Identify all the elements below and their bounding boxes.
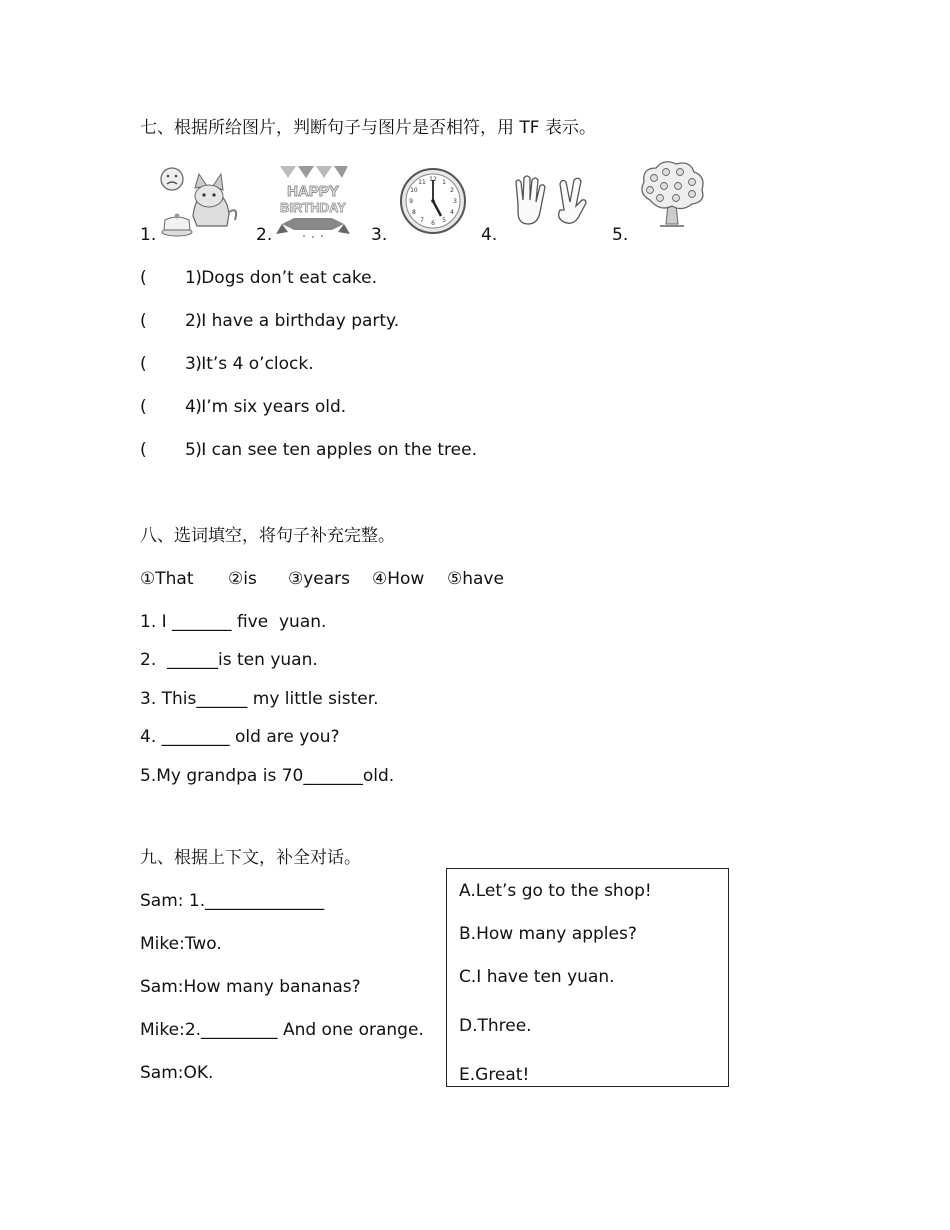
statement-text: 3.It’s 4 o’clock. xyxy=(185,354,314,374)
section7-title: 七、根据所给图片，判断句子与图片是否相符，用 TF 表示。 xyxy=(140,118,596,138)
sentence-text: 3. This xyxy=(140,689,197,709)
dialogue-text: Sam: 1. xyxy=(140,891,206,911)
answer-blank[interactable]: ______________ xyxy=(205,891,325,911)
fill-sentence xyxy=(140,612,326,632)
dialogue-line xyxy=(140,977,361,997)
sentence-text: 1. I xyxy=(140,612,173,632)
dialogue-line xyxy=(140,1063,213,1083)
pic-number-2: 2. xyxy=(256,225,273,245)
clock-numeral: 2 xyxy=(450,187,455,194)
fill-sentence xyxy=(140,727,340,747)
clock-numeral: 6 xyxy=(431,220,435,227)
birthday-sign-text-2: BIRTHDAY xyxy=(280,200,346,215)
clock-numeral: 7 xyxy=(420,217,424,225)
sentence-text: is ten yuan. xyxy=(218,650,318,670)
answer-bracket[interactable]: ( ) xyxy=(140,268,202,288)
clock-numeral: 1 xyxy=(442,178,446,186)
sentence-text: five yuan. xyxy=(231,612,327,632)
dialogue-line xyxy=(140,1020,424,1040)
pic-number-3: 3. xyxy=(371,225,388,245)
dialogue-line xyxy=(140,934,222,954)
statement-text: 5.I can see ten apples on the tree. xyxy=(185,440,477,460)
clock-numeral: 3 xyxy=(453,198,457,205)
section9-title: 九、根据上下文，补全对话。 xyxy=(140,848,361,868)
dialogue-text: And one orange. xyxy=(277,1020,424,1040)
clock-numeral: 11 xyxy=(418,178,426,186)
dialogue-text: Mike:Two. xyxy=(140,934,222,954)
answer-bracket[interactable]: ( ) xyxy=(140,311,202,331)
pic-number-5: 5. xyxy=(612,225,629,245)
statement-text: 4.I’m six years old. xyxy=(185,397,347,417)
choice-a: A.Let’s go to the shop! xyxy=(459,881,652,901)
fill-sentence xyxy=(140,766,394,786)
choice-b: B.How many apples? xyxy=(459,924,637,944)
clock-numeral: 12 xyxy=(429,176,437,183)
statement-text: 1.Dogs don’t eat cake. xyxy=(185,268,378,288)
answer-blank[interactable]: ______ xyxy=(196,689,248,709)
fill-sentence xyxy=(140,650,318,670)
word-option: ①That xyxy=(140,569,194,589)
apple-tree-image xyxy=(636,160,708,232)
word-option: ⑤have xyxy=(447,569,504,589)
clock-numeral: 4 xyxy=(450,209,455,216)
dialogue-line xyxy=(140,891,324,911)
clock-numeral: 10 xyxy=(410,187,418,194)
hands-six-image xyxy=(508,172,598,234)
choice-e: E.Great! xyxy=(459,1065,530,1085)
sentence-text: old are you? xyxy=(229,727,340,747)
answer-bracket[interactable]: ( ) xyxy=(140,354,202,374)
answer-blank[interactable]: _______ xyxy=(303,766,363,786)
sentence-text: my little sister. xyxy=(247,689,379,709)
clock-numeral: 9 xyxy=(409,198,413,205)
pic-number-1: 1. xyxy=(140,225,157,245)
answer-blank[interactable]: ________ xyxy=(161,727,230,747)
word-option: ③years xyxy=(288,569,351,589)
answer-bracket[interactable]: ( ) xyxy=(140,440,202,460)
pic-number-4: 4. xyxy=(481,225,498,245)
clock-numeral: 5 xyxy=(442,217,446,225)
dialogue-text: Sam:How many bananas? xyxy=(140,977,361,997)
dialogue-text: Mike:2. xyxy=(140,1020,202,1040)
clock-numeral: 8 xyxy=(411,209,416,216)
answer-bracket[interactable]: ( ) xyxy=(140,397,202,417)
sentence-text: 5.My grandpa is 70 xyxy=(140,766,304,786)
answer-blank[interactable]: _________ xyxy=(201,1020,278,1040)
choice-c: C.I have ten yuan. xyxy=(459,967,615,987)
sad-dog-cake-image xyxy=(155,164,240,242)
dialogue-text: Sam:OK. xyxy=(140,1063,214,1083)
happy-birthday-image xyxy=(274,160,352,242)
sentence-text: 2. xyxy=(140,650,168,670)
fill-sentence xyxy=(140,689,379,709)
section8-title: 八、选词填空，将句子补充完整。 xyxy=(140,526,395,546)
answer-blank[interactable]: _______ xyxy=(172,612,232,632)
word-option: ④How xyxy=(372,569,425,589)
statement-text: 2.I have a birthday party. xyxy=(185,311,400,331)
answer-blank[interactable]: ______ xyxy=(167,650,219,670)
choice-d: D.Three. xyxy=(459,1016,532,1036)
birthday-sign-text-1: HAPPY xyxy=(287,183,339,200)
clock-image xyxy=(398,166,468,236)
sentence-text: old. xyxy=(362,766,395,786)
word-option: ②is xyxy=(228,569,257,589)
sentence-text: 4. xyxy=(140,727,162,747)
